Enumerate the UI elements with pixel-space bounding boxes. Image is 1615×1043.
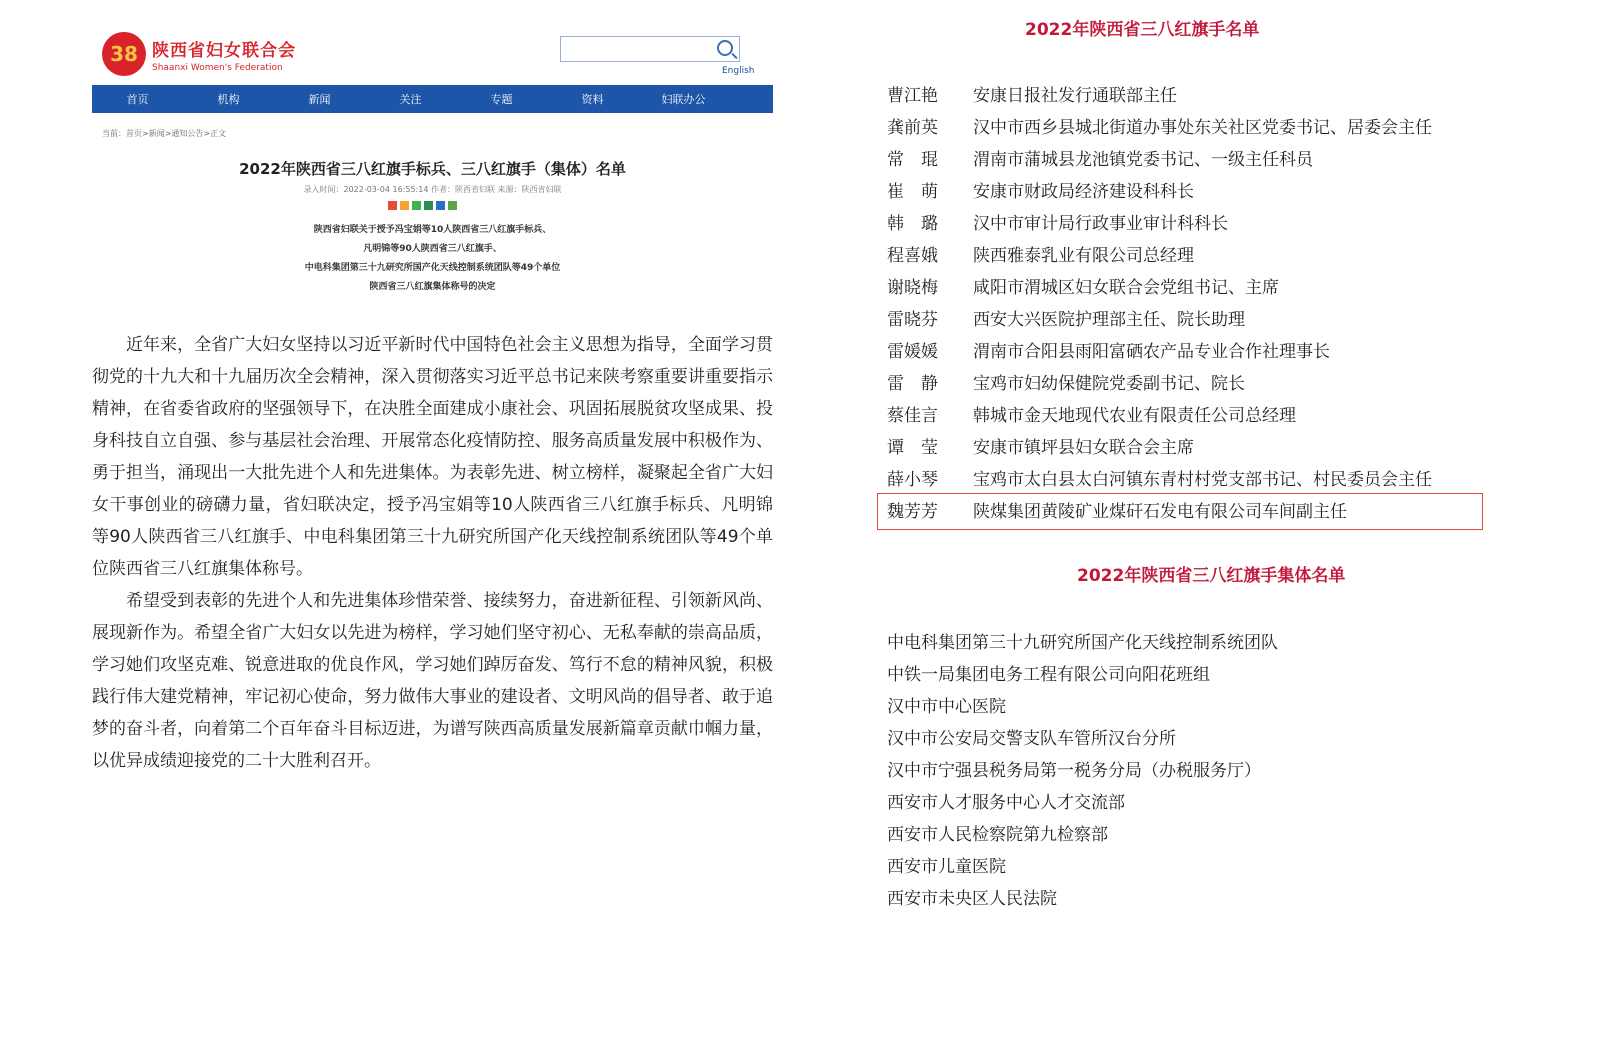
article-title: 2022年陕西省三八红旗手标兵、三八红旗手（集体）名单	[239, 160, 626, 178]
honoree-role: 咸阳市渭城区妇女联合会党组书记、主席	[973, 277, 1279, 298]
honoree-name: 雷媛媛	[887, 341, 938, 362]
list-item: 中电科集团第三十九研究所国产化天线控制系统团队	[887, 632, 1278, 653]
honoree-role: 安康市财政局经济建设科科长	[973, 181, 1194, 202]
list-item	[887, 77, 1432, 109]
honoree-name: 魏芳芳	[887, 501, 938, 522]
honoree-role: 汉中市西乡县城北街道办事处东关社区党委书记、居委会主任	[973, 117, 1432, 138]
breadcrumb[interactable]: 当前：首页>新闻>通知公告>正文	[102, 129, 227, 138]
list-item	[887, 461, 1432, 493]
body-paragraph: 希望受到表彰的先进个人和先进集体珍惜荣誉、接续努力，奋进新征程、引领新风尚、展现新作为。希望全省广大妇女以先进为榜样，学习她们坚守初心、无私奉献的崇高品质，学习她们攻坚克难、锐意进取的优良作风，学习她们踔厉奋发、笃行不怠的精神风貌，积极践行伟大建党精神，牢记初心使命，努力做伟大事业的建设者、文明风尚的倡导者、敢于追梦的奋斗者，向着第二个百年奋斗目标迈进，为谱写陕西高质量发展新篇章贡献巾帼力量，以优异成绩迎接党的二十大胜利召开。	[92, 591, 773, 771]
subhead-line: 中电科集团第三十九研究所国产化天线控制系统团队等49个单位	[304, 263, 561, 273]
list-item: 汉中市公安局交警支队车管所汉台分所	[887, 728, 1176, 749]
honoree-role: 陕西雅泰乳业有限公司总经理	[973, 245, 1194, 266]
honoree-role: 宝鸡市太白县太白河镇东青村村党支部书记、村民委员会主任	[973, 469, 1432, 490]
article-meta: 录入时间：2022-03-04 16:55:14 作者：陕西省妇联 来源：陕西省妇联	[303, 185, 562, 194]
nav-item-focus[interactable]: 关注	[399, 93, 422, 106]
site-logo[interactable]	[102, 32, 296, 76]
honoree-role: 西安大兴医院护理部主任、院长助理	[973, 309, 1245, 330]
article-body	[92, 329, 773, 777]
honoree-name: 雷 静	[887, 373, 938, 394]
list-item	[887, 269, 1432, 301]
nav-item-resources[interactable]: 资料	[581, 93, 604, 106]
honoree-role: 渭南市合阳县雨阳富硒农产品专业合作社理事长	[973, 341, 1330, 362]
subhead-line: 陕西省三八红旗集体称号的决定	[369, 282, 496, 292]
article-panel	[0, 0, 800, 916]
list-item: 中铁一局集团电务工程有限公司向阳花班组	[887, 664, 1210, 685]
nav-item-home[interactable]: 首页	[126, 93, 149, 106]
honoree-role: 渭南市蒲城县龙池镇党委书记、一级主任科员	[973, 149, 1313, 170]
body-paragraph: 近年来，全省广大妇女坚持以习近平新时代中国特色社会主义思想为指导，全面学习贯彻党的十九大和十九届历次全会精神，深入贯彻落实习近平总书记来陕考察重要讲重要指示精神，在省委省政府的坚强领导下，在决胜全面建成小康社会、巩固拓展脱贫攻坚成果、投身科技自立自强、参与基层社会治理、开展常态化疫情防控、服务高质量发展中积极作为、勇于担当，涌现出一大批先进个人和先进集体。为表彰先进、树立榜样，凝聚起全省广大妇女干事创业的磅礴力量，省妇联决定，授予冯宝娟等10人陕西省三八红旗手标兵、凡明锦等90人陕西省三八红旗手、中电科集团第三十九研究所国产化天线控制系统团队等49个单位陕西省三八红旗集体称号。	[92, 335, 773, 579]
search-input[interactable]	[560, 36, 740, 62]
subhead-line: 陕西省妇联关于授予冯宝娟等10人陕西省三八红旗手标兵、	[313, 225, 552, 235]
share-douban-icon[interactable]	[424, 201, 433, 210]
honoree-name: 雷晓芬	[887, 309, 938, 330]
honoree-list-title: 2022年陕西省三八红旗手名单	[1025, 20, 1260, 40]
honoree-role: 宝鸡市妇幼保健院党委副书记、院长	[973, 373, 1245, 394]
list-item	[887, 141, 1432, 173]
list-item	[887, 237, 1432, 269]
honoree-name: 薛小琴	[887, 469, 938, 490]
honoree-role: 安康日报社发行通联部主任	[973, 85, 1177, 106]
search-icon[interactable]	[717, 40, 733, 56]
share-weibo-icon[interactable]	[388, 201, 397, 210]
share-wechat-icon[interactable]	[412, 201, 421, 210]
list-item: 西安市未央区人民法院	[887, 888, 1057, 909]
list-item	[887, 397, 1432, 429]
nav-item-news[interactable]: 新闻	[308, 93, 331, 106]
list-item	[887, 301, 1432, 333]
federation-emblem-icon: 38	[102, 32, 146, 76]
honoree-role: 汉中市审计局行政事业审计科科长	[973, 213, 1228, 234]
share-qzone-icon[interactable]	[400, 201, 409, 210]
nav-item-office[interactable]: 妇联办公	[661, 93, 706, 106]
honoree-name: 韩 璐	[887, 213, 938, 234]
honoree-name: 蔡佳言	[887, 405, 938, 426]
share-more-icon[interactable]	[448, 201, 457, 210]
list-item: 西安市儿童医院	[887, 856, 1006, 877]
honoree-role: 韩城市金天地现代农业有限责任公司总经理	[973, 405, 1296, 426]
honoree-name: 程喜娥	[887, 245, 938, 266]
subhead-line: 凡明锦等90人陕西省三八红旗手、	[363, 244, 502, 254]
english-link[interactable]: English	[722, 66, 755, 76]
logo-en: Shaanxi Women's Federation	[152, 62, 283, 73]
list-item: 西安市人才服务中心人才交流部	[887, 792, 1125, 813]
honoree-role: 陕煤集团黄陵矿业煤矸石发电有限公司车间副主任	[973, 501, 1347, 522]
list-item	[887, 429, 1432, 461]
main-nav	[92, 85, 773, 113]
list-item	[887, 109, 1432, 141]
honoree-name: 谢晓梅	[887, 277, 938, 298]
share-renren-icon[interactable]	[436, 201, 445, 210]
honoree-name: 常 琨	[887, 149, 938, 170]
logo-text	[152, 36, 296, 73]
list-item	[887, 333, 1432, 365]
group-list	[887, 624, 1278, 912]
honoree-name: 龚前英	[887, 117, 938, 138]
honoree-name: 崔 萌	[887, 181, 938, 202]
logo-cn: 陕西省妇女联合会	[152, 40, 296, 61]
honoree-name: 谭 莹	[887, 437, 938, 458]
nav-item-org[interactable]: 机构	[217, 93, 240, 106]
list-item	[887, 205, 1432, 237]
share-icons	[388, 201, 457, 210]
list-item: 西安市人民检察院第九检察部	[887, 824, 1108, 845]
list-item	[887, 365, 1432, 397]
list-item	[887, 173, 1432, 205]
list-item: 汉中市中心医院	[887, 696, 1006, 717]
nav-item-topics[interactable]: 专题	[490, 93, 513, 106]
highlight-box	[877, 493, 1483, 530]
honoree-role: 安康市镇坪县妇女联合会主席	[973, 437, 1194, 458]
list-item: 汉中市宁强县税务局第一税务分局（办税服务厅）	[887, 760, 1261, 781]
honoree-name: 曹江艳	[887, 85, 938, 106]
honoree-list	[887, 77, 1432, 525]
group-list-title: 2022年陕西省三八红旗手集体名单	[1077, 566, 1346, 586]
decision-subheads	[92, 221, 773, 297]
